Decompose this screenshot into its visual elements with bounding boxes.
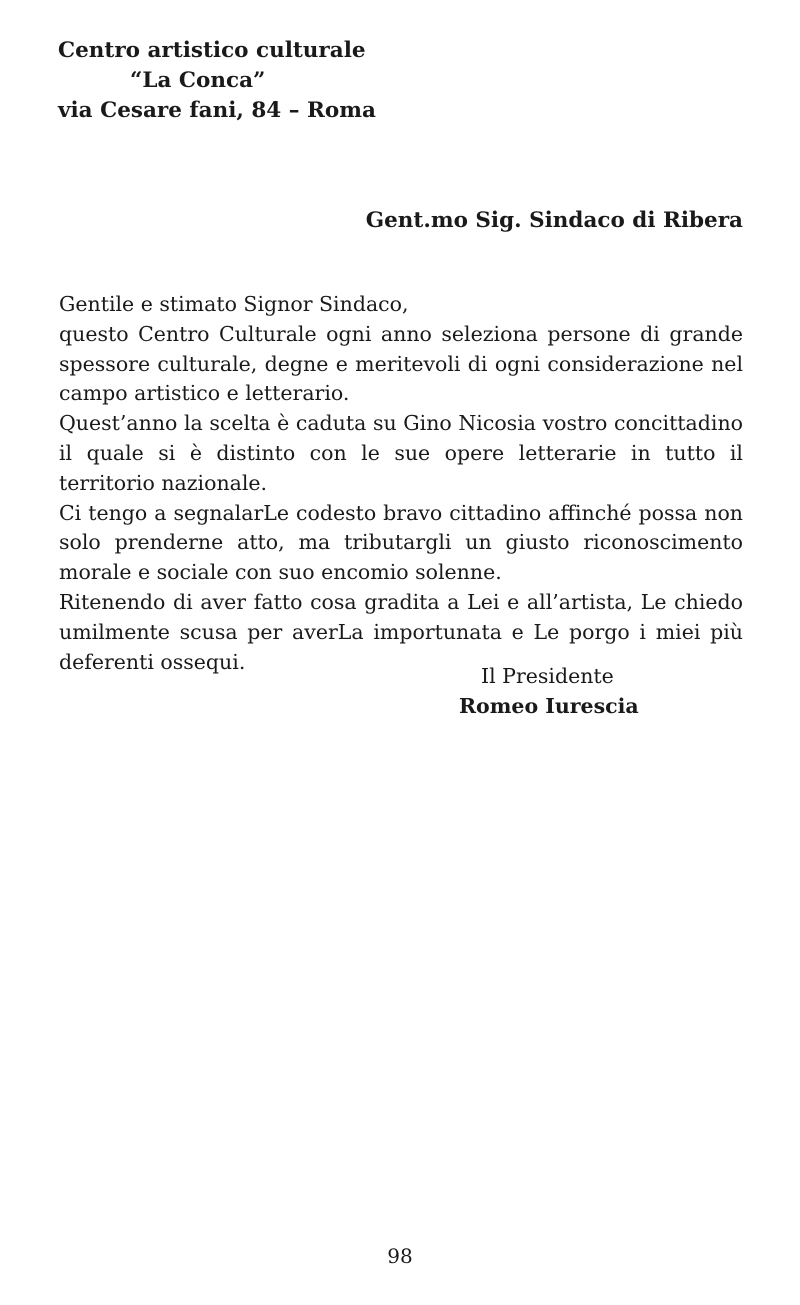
signature-name: Romeo Iurescia	[459, 694, 639, 718]
sender-name: “La Conca”	[130, 68, 266, 93]
sender-organization: Centro artistico culturale	[58, 38, 366, 63]
letter-body	[59, 290, 743, 677]
paragraph: questo Centro Culturale ogni anno seleziona persone di grande spessore culturale, degne e meritevoli di ogni considerazione nel campo artistico e letterario.	[59, 321, 743, 406]
sender-street: via Cesare fani, 84 – Roma	[58, 98, 376, 123]
sender-address	[58, 36, 376, 126]
signature-title: Il Presidente	[481, 664, 614, 688]
paragraph: Quest’anno la scelta è caduta su Gino Nicosia vostro concittadino il quale si è distinto con le sue opere letterarie in tutto il territorio nazionale.	[59, 411, 743, 495]
paragraph: Ritenendo di aver fatto cosa gradita a Lei e all’artista, Le chiedo umilmente scusa per averLa importunata e Le porgo i miei più deferenti ossequi.	[59, 589, 743, 674]
page-number: 98	[387, 1244, 413, 1268]
signature-block	[459, 661, 639, 721]
recipient-line: Gent.mo Sig. Sindaco di Ribera	[365, 208, 743, 233]
salutation: Gentile e stimato Signor Sindaco,	[59, 292, 409, 316]
paragraph: Ci tengo a segnalarLe codesto bravo cittadino affinché possa non solo prenderne atto, ma tributargli un giusto riconoscimento morale e sociale con suo encomio solenne.	[59, 500, 743, 585]
